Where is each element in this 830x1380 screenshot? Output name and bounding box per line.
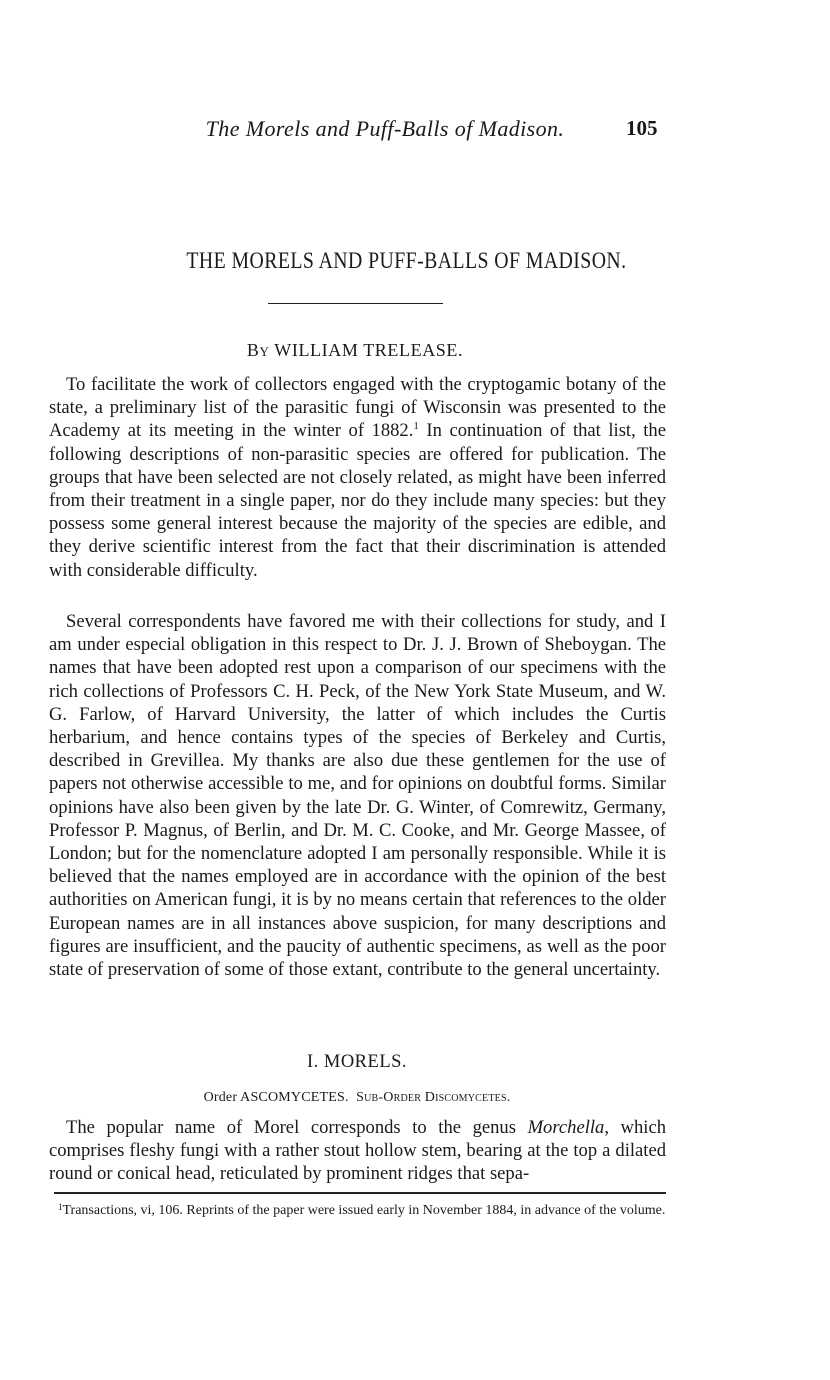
- section-heading: I. MORELS.: [306, 1052, 408, 1072]
- paragraph-2-text: Several correspondents have favored me with their collections for study, and I am under especial obligation in this respect to Dr. J. J. Brown of Sheboygan. The names that have been adopted rest upon a comparison of our specimens with the rich collections of Professors C. H. Peck, of the New York State Museum, and W. G. Farlow, of Harvard University, the latter of which includes the Curtis herbarium, and hence contains types of the species of Berkeley and Curtis, described in Grevillea. My thanks are also due these gentlemen for the use of papers not otherwise accessible to me, and for opinions on doubtful forms. Similar opinions have also been given by the late Dr. G. Winter, of Comrewitz, Germany, Professor P. Magnus, of Berlin, and Dr. M. C. Cooke, and Mr. George Massee, of London; but for the nomenclature adopted I am personally responsible. While it is believed that the names employed are in accordance with the opinion of the best authorities on American fungi, it is by no means certain that references to the older European names are in all instances above suspicion, for many descriptions and figures are insufficient, and the paucity of authentic specimens, as well as the poor state of preservation of some of those extant, contribute to the general uncertainty.: [49, 611, 666, 981]
- byline-author: WILLIAM TRELEASE.: [274, 340, 464, 360]
- order-label: Order ASCOMYCETES.: [203, 1090, 349, 1105]
- paragraph-1-text-b: In continuation of that list, the following descriptions of non-parasitic species are offered for publication. The groups that have been selected are not closely related, as might have been inferred from their treatment in a single paper, nor do they include many species: but they possess some general interest because the majority of the species are edible, and they derive scientific interest from the fact that their discrimination is attended with considerable difficulty.: [49, 420, 666, 581]
- suborder-label: Sub-Order Discomycetes.: [356, 1090, 511, 1105]
- genus-name: Morchella: [527, 1117, 605, 1138]
- footnote-marker: 1: [58, 1202, 63, 1212]
- paragraph-1: [49, 373, 666, 582]
- footnote-reference: 1: [413, 420, 419, 433]
- page-number: 105: [626, 116, 658, 140]
- byline: [0, 340, 710, 361]
- running-title-text: The Morels and Puff-Balls of Madison.: [205, 116, 565, 141]
- footnote-text: Transactions, vi, 106. Reprints of the paper were issued early in November 1884, in advance of the volume.: [62, 1203, 666, 1218]
- paragraph-1-text-a: To facilitate the work of collectors engaged with the cryptogamic botany of the state, a preliminary list of the parasitic fungi of Wisconsin was presented to the Academy at its meeting in the winter of 1882.: [49, 374, 666, 442]
- paragraph-2: [49, 610, 666, 981]
- taxonomy-line: [0, 1090, 714, 1106]
- footnote: [52, 1196, 667, 1222]
- byline-prefix: By: [246, 340, 270, 360]
- paragraph-3: [49, 1116, 666, 1186]
- title-divider: [268, 303, 443, 304]
- paragraph-3-text-b: , which comprises fleshy fungi with a rather stout hollow stem, bearing at the top a dilated round or conical head, reticulated by prominent ridges that sepa-: [49, 1117, 666, 1185]
- footnote-divider: [54, 1192, 666, 1194]
- paragraph-3-text-a: The popular name of Morel corresponds to the genus: [66, 1117, 528, 1138]
- article-title: THE MORELS AND PUFF-BALLS OF MADISON.: [186, 248, 627, 273]
- running-title: [0, 116, 830, 142]
